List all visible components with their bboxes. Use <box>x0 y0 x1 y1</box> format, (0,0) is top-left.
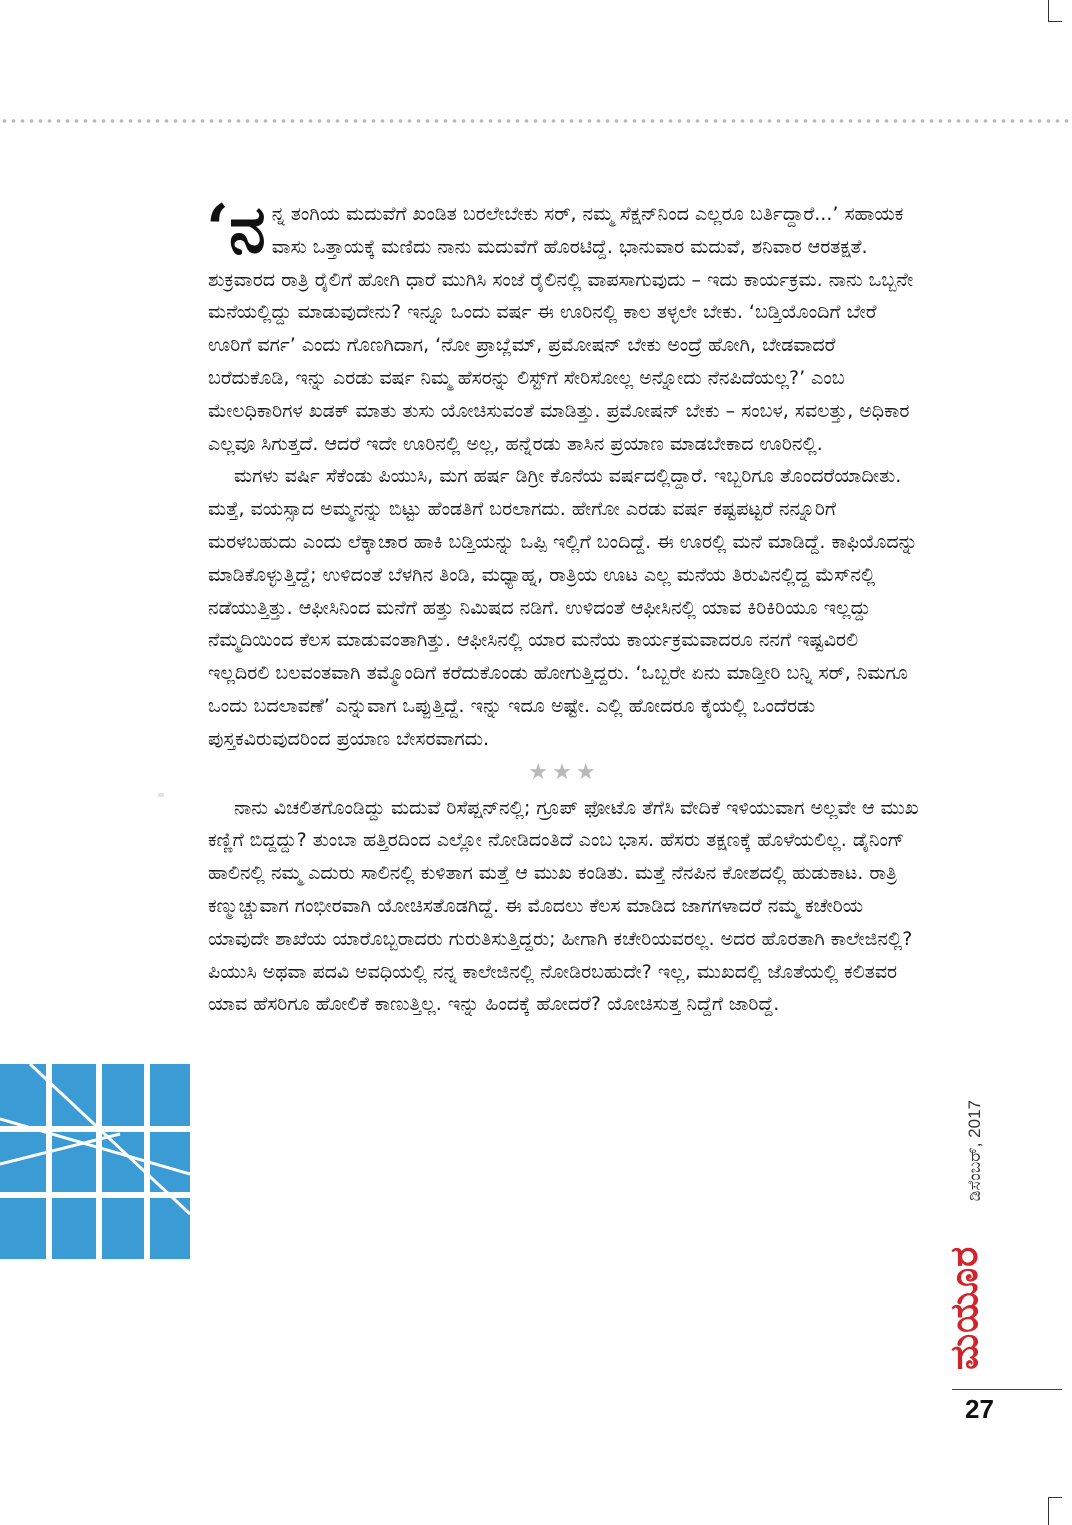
page-number: 27 <box>965 1394 994 1424</box>
art-panel <box>102 1198 144 1259</box>
art-panel <box>52 1198 96 1259</box>
article-paragraph-1 <box>206 190 920 460</box>
crop-mark-bottom-h <box>1048 1497 1062 1498</box>
issue-date: ಡಿಸೆಂಬರ್, 2017 <box>965 1100 984 1202</box>
drop-cap <box>206 190 266 268</box>
dotted-divider <box>0 118 1072 124</box>
section-separator: ★★★ <box>528 759 600 785</box>
paragraph-text: ನ್ನ ತಂಗಿಯ ಮದುವೆಗೆ ಖಂಡಿತ ಬರಲೇಬೇಕು ಸರ್, ನಮ್ಮ ಸೆಕ್ಷನ್‌ನಿಂದ ಎಲ್ಲರೂ ಬರ್ತಿದ್ದಾರೆ...’ ಸಹಾಯಕ ವಾಸು ಒತ್ತಾಯಕ್ಕೆ ಮಣಿದು ನಾನು ಮದುವೆಗೆ ಹೊರಟಿದ್ದೆ. ಭಾನುವಾರ ಮದುವೆ, ಶನಿವಾರ ಆರತಕ್ಷತೆ. ಶುಕ್ರವಾರದ ರಾತ್ರಿ ರೈಲಿಗೆ ಹೋಗಿ ಧಾರೆ ಮುಗಿಸಿ ಸಂಜೆ ರೈಲಿನಲ್ಲಿ ವಾಪಸಾಗುವುದು – ಇದು ಕಾರ್ಯಕ್ರಮ. ನಾನು ಒಬ್ಬನೇ ಮನೆಯಲ್ಲಿದ್ದು ಮಾಡುವುದೇನು? ಇನ್ನೂ ಒಂದು ವರ್ಷ ಈ ಊರಿನಲ್ಲಿ ಕಾಲ ತಳ್ಳಲೇ ಬೇಕು. ‘ಬಡ್ತಿಯೊಂದಿಗೆ ಬೇರೆ ಊರಿಗೆ ವರ್ಗ’ ಎಂದು ಗೊಣಗಿದಾಗ, ‘ನೋ ಪ್ರಾಬ್ಲೆಮ್, ಪ್ರಮೋಷನ್ ಬೇಕು ಅಂದ್ರೆ ಹೋಗಿ, ಬೇಡವಾದರೆ ಬರೆದುಕೊಡಿ, ಇನ್ನು ಎರಡು ವರ್ಷ ನಿಮ್ಮ ಹೆಸರನ್ನು ಲಿಸ್ಟ್‌ಗೆ ಸೇರಿಸೋಲ್ಲ ಅನ್ನೋದು ನೆನಪಿದೆಯಲ್ಲ?’ ಎಂಬ ಮೇಲಧಿಕಾರಿಗಳ ಖಡಕ್ ಮಾತು ತುಸು ಯೋಚಿಸುವಂತೆ ಮಾಡಿತ್ತು. ಪ್ರಮೋಷನ್ ಬೇಕು – ಸಂಬಳ, ಸವಲತ್ತು, ಅಧಿಕಾರ ಎಲ್ಲವೂ ಸಿಗುತ್ತದೆ. ಆದರೆ ಇದೇ ಊರಿನಲ್ಲಿ ಅಲ್ಲ, ಹನ್ನೆರಡು ತಾಸಿನ ಪ್ರಯಾಣ ಮಾಡಬೇಕಾದ ಊರಿನಲ್ಲಿ. <box>208 203 914 455</box>
art-panel <box>150 1064 190 1126</box>
article-body <box>206 190 920 1021</box>
drop-cap-letter: ನ <box>228 190 266 268</box>
crop-mark-top <box>1048 0 1049 22</box>
art-panel <box>0 1198 46 1259</box>
print-speck <box>158 793 164 797</box>
opening-quote: ‘ <box>206 190 229 268</box>
article-paragraph-3: ನಾನು ವಿಚಲಿತಗೊಂಡಿದ್ದು ಮದುವೆ ರಿಸೆಪ್ಷನ್‌ನಲ್ಲಿ; ಗ್ರೂಪ್ ಫೋಟೊ ತೆಗೆಸಿ ವೇದಿಕೆ ಇಳಿಯುವಾಗ ಅಲ್ಲವೇ ಆ ಮುಖ ಕಣ್ಣಿಗೆ ಬಿದ್ದದ್ದು? ತುಂಬಾ ಹತ್ತಿರದಿಂದ ಎಲ್ಲೋ ನೋಡಿದಂತಿದೆ ಎಂಬ ಭಾಸ. ಹೆಸರು ತಕ್ಷಣಕ್ಕೆ ಹೊಳೆಯಲಿಲ್ಲ. ಡೈನಿಂಗ್ ಹಾಲಿನಲ್ಲಿ ನಮ್ಮ ಎದುರು ಸಾಲಿನಲ್ಲಿ ಕುಳಿತಾಗ ಮತ್ತೆ ಆ ಮುಖ ಕಂಡಿತು. ಮತ್ತೆ ನೆನಪಿನ ಕೋಶದಲ್ಲಿ ಹುಡುಕಾಟ. ರಾತ್ರಿ ಕಣ್ಮುಚ್ಚುವಾಗ ಗಂಭೀರವಾಗಿ ಯೋಚಿಸತೊಡಗಿದ್ದೆ. ಈ ಮೊದಲು ಕೆಲಸ ಮಾಡಿದ ಜಾಗಗಳಾದರೆ ನಮ್ಮ ಕಚೇರಿಯ ಯಾವುದೇ ಶಾಖೆಯ ಯಾರೊಬ್ಬರಾದರು ಗುರುತಿಸುತ್ತಿದ್ದರು; ಹೀಗಾಗಿ ಕಚೇರಿಯವರಲ್ಲ. ಅದರ ಹೊರತಾಗಿ ಕಾಲೇಜಿನಲ್ಲಿ? ಪಿಯುಸಿ ಅಥವಾ ಪದವಿ ಅವಧಿಯಲ್ಲಿ ನನ್ನ ಕಾಲೇಜಿನಲ್ಲಿ ನೋಡಿರಬಹುದೇ? ಇಲ್ಲ, ಮುಖದಲ್ಲಿ ಜೊತೆಯಲ್ಲಿ ಕಲಿತವರ ಯಾವ ಹೆಸರಿಗೂ ಹೋಲಿಕೆ ಕಾಣುತ್ತಿಲ್ಲ. ಇನ್ನು ಹಿಂದಕ್ಕೆ ಹೋದರೆ? ಯೋಚಿಸುತ್ತ ನಿದ್ದೆಗೆ ಜಾರಿದ್ದೆ. <box>208 796 919 1016</box>
crop-mark-top-h <box>1048 21 1062 22</box>
crop-mark-bottom <box>1048 1497 1049 1525</box>
article-paragraph-2: ಮಗಳು ವರ್ಷಿ ಸೆಕೆಂಡು ಪಿಯುಸಿ, ಮಗ ಹರ್ಷ ಡಿಗ್ರೀ ಕೊನೆಯ ವರ್ಷದಲ್ಲಿದ್ದಾರೆ. ಇಬ್ಬರಿಗೂ ತೊಂದರೆಯಾದೀತು. ಮತ್ತೆ, ವಯಸ್ಸಾದ ಅಮ್ಮನನ್ನು ಬಿಟ್ಟು ಹೆಂಡತಿಗೆ ಬರಲಾಗದು. ಹೇಗೋ ಎರಡು ವರ್ಷ ಕಷ್ಟಪಟ್ಟರೆ ನನ್ನೂರಿಗೆ ಮರಳಬಹುದು ಎಂದು ಲೆಕ್ಕಾಚಾರ ಹಾಕಿ ಬಡ್ತಿಯನ್ನು ಒಪ್ಪಿ ಇಲ್ಲಿಗೆ ಬಂದಿದ್ದೆ. ಈ ಊರಲ್ಲಿ ಮನೆ ಮಾಡಿದ್ದೆ. ಕಾಫಿಯೊದನ್ನು ಮಾಡಿಕೊಳ್ಳುತ್ತಿದ್ದೆ; ಉಳಿದಂತೆ ಬೆಳಗಿನ ತಿಂಡಿ, ಮಧ್ಯಾಹ್ನ, ರಾತ್ರಿಯ ಊಟ ಎಲ್ಲ ಮನೆಯ ತಿರುವಿನಲ್ಲಿದ್ದ ಮೆಸ್‌ನಲ್ಲಿ ನಡೆಯುತ್ತಿತ್ತು. ಆಫೀಸಿನಿಂದ ಮನೆಗೆ ಹತ್ತು ನಿಮಿಷದ ನಡಿಗೆ. ಉಳಿದಂತೆ ಆಫೀಸಿನಲ್ಲಿ ಯಾವ ಕಿರಿಕಿರಿಯೂ ಇಲ್ಲದ್ದು ನೆಮ್ಮದಿಯಿಂದ ಕೆಲಸ ಮಾಡುವಂತಾಗಿತ್ತು. ಆಫೀಸಿನಲ್ಲಿ ಯಾರ ಮನೆಯ ಕಾರ್ಯಕ್ರಮವಾದರೂ ನನಗೆ ಇಷ್ಟವಿರಲಿ ಇಲ್ಲದಿರಲಿ ಬಲವಂತವಾಗಿ ತಮ್ಮೊಂದಿಗೆ ಕರೆದುಕೊಂಡು ಹೋಗುತ್ತಿದ್ದರು. ‘ಒಬ್ಬರೇ ಏನು ಮಾಡ್ತೀರಿ ಬನ್ನಿ ಸರ್, ನಿಮಗೂ ಒಂದು ಬದಲಾವಣೆ’ ಎನ್ನುವಾಗ ಒಪ್ಪುತ್ತಿದ್ದೆ. ಇನ್ನು ಇದೂ ಅಷ್ಟೇ. ಎಲ್ಲಿ ಹೋದರೂ ಕೈಯಲ್ಲಿ ಒಂದೆರಡು ಪುಸ್ತಕವಿರುವುದರಿಂದ ಪ್ರಯಾಣ ಬೇಸರವಾಗದು. <box>208 465 918 750</box>
blue-window-illustration <box>0 1064 190 1259</box>
art-panel <box>102 1132 144 1192</box>
art-panel <box>102 1064 144 1126</box>
art-panel <box>52 1064 96 1126</box>
magazine-logo: ಮಯೂರ <box>942 1245 986 1370</box>
page-number-rule <box>952 1389 1062 1390</box>
